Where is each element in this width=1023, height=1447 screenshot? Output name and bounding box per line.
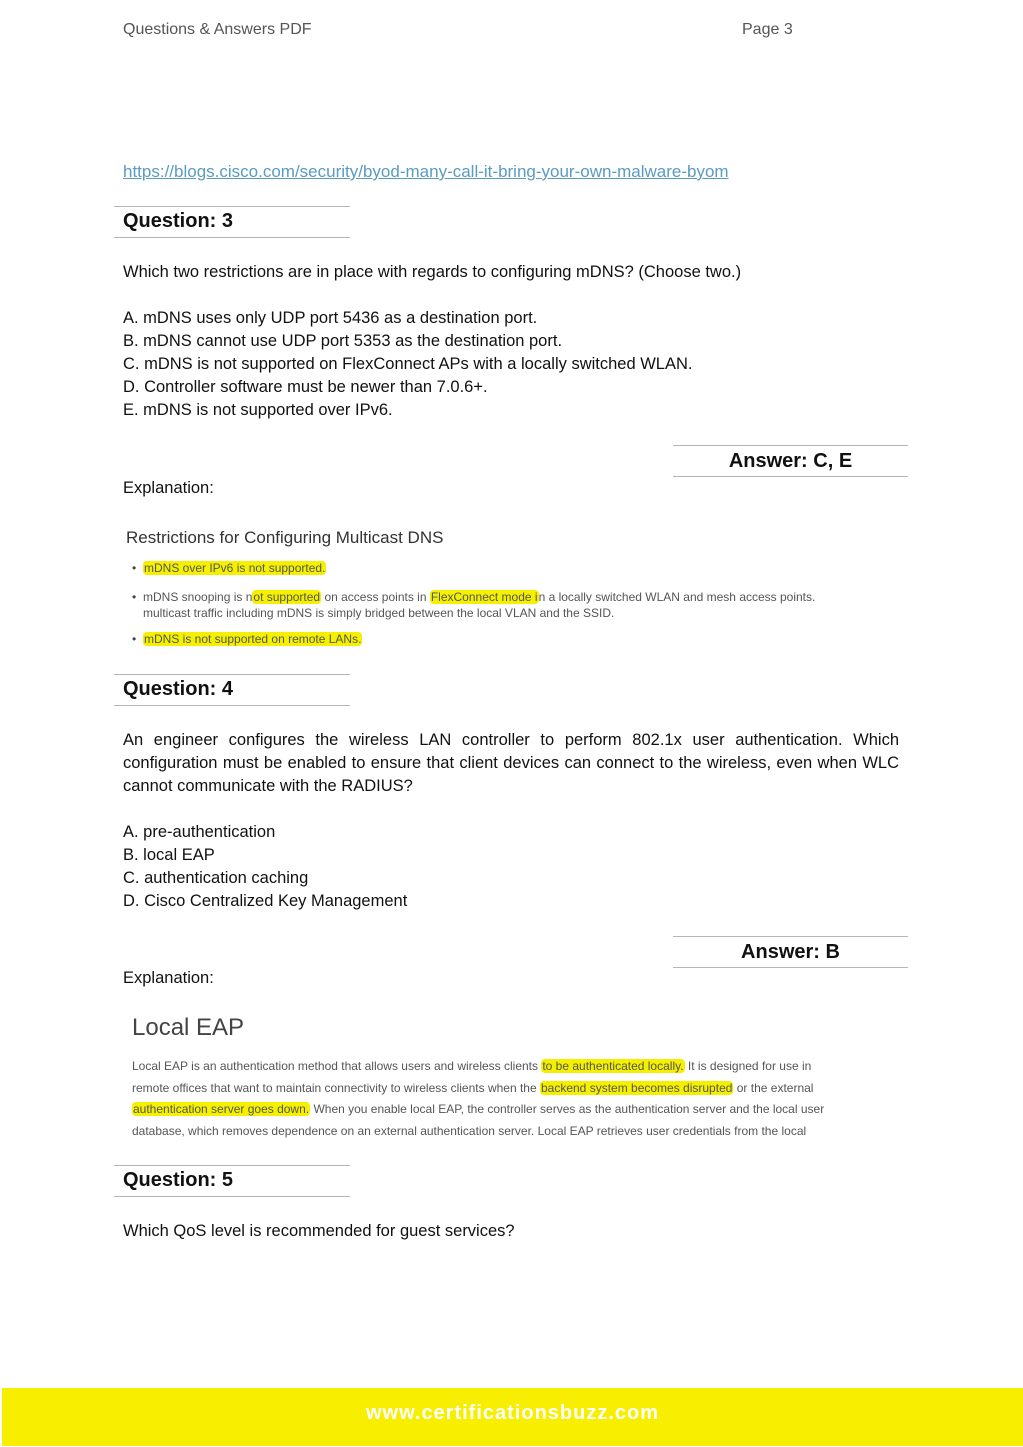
highlight: authentication server goes down. [133, 1102, 310, 1116]
question-3-heading: Question: 3 [123, 210, 234, 232]
text-run: or the external [733, 1080, 814, 1095]
excerpt-title: Local EAP [132, 1014, 245, 1041]
option-b: B. local EAP [123, 846, 215, 864]
excerpt-line-1 [132, 1056, 824, 1078]
answer-3-box [673, 445, 908, 477]
option-c: C. mDNS is not supported on FlexConnect APs with a locally switched WLAN. [123, 355, 693, 373]
option-e: E. mDNS is not supported over IPv6. [123, 401, 393, 419]
excerpt-bullet-2 [143, 589, 815, 621]
excerpt-line-4: database, which removes dependence on an external authentication server. Local EAP retrieves user credentials from the local [132, 1123, 807, 1138]
page-number: Page 3 [742, 21, 793, 38]
option-a: A. pre-authentication [123, 823, 276, 841]
text-run: It is designed for use in [684, 1059, 812, 1073]
option-b: B. mDNS cannot use UDP port 5353 as the destination port. [123, 332, 563, 350]
answer-4-box [673, 936, 908, 968]
footer-website[interactable]: www.certificationsbuzz.com [365, 1402, 660, 1424]
excerpt-bullet-3 [143, 632, 362, 646]
highlight: backend system becomes disrupted [540, 1080, 733, 1095]
footer-banner [2, 1388, 1023, 1446]
question-3-text: Which two restrictions are in place with regards to configuring mDNS? (Choose two.) [123, 263, 742, 281]
excerpt-bullet-2-line-1 [143, 589, 815, 605]
excerpt-bullet-2-line-2: multicast traffic including mDNS is simply bridged between the local VLAN and the SSID. [143, 606, 615, 620]
question-4-heading: Question: 4 [123, 678, 234, 700]
highlight: mDNS is not supported on remote LANs. [144, 632, 362, 646]
excerpt-line-3 [132, 1099, 824, 1121]
question-5-text: Which QoS level is recommended for guest services? [123, 1222, 515, 1240]
text-run: When you enable local EAP, the controller serves as the authentication server and the local user [310, 1102, 825, 1116]
text-run: Local EAP is an authentication method that allows users and wireless clients [132, 1059, 542, 1073]
highlight: FlexConnect mode i [430, 590, 538, 604]
text-run: mDNS snooping is n [143, 590, 253, 604]
option-d: D. Cisco Centralized Key Management [123, 892, 408, 910]
question-5-heading-box [114, 1165, 350, 1197]
question-4-text: An engineer configures the wireless LAN controller to perform 802.1x user authentication. Which configuration must be enabled to ensure that client devices can connect to the wireless, even when WLC cannot communicate with the RADIUS? [123, 731, 899, 795]
option-a: A. mDNS uses only UDP port 5436 as a destination port. [123, 309, 538, 327]
mdns-restrictions-excerpt [126, 528, 886, 654]
highlight: ot supported [253, 590, 321, 604]
text-run: n a locally switched WLAN and mesh access points. [538, 590, 816, 604]
excerpt-body [132, 1056, 824, 1142]
explanation-3-label: Explanation: [123, 479, 214, 497]
text-run: on access points in [321, 590, 430, 604]
excerpt-bullet-1 [143, 561, 326, 575]
question-4-heading-box [114, 674, 350, 706]
source-link[interactable]: https://blogs.cisco.com/security/byod-many-call-it-bring-your-own-malware-byom [123, 162, 729, 181]
document-title: Questions & Answers PDF [123, 21, 312, 38]
text-run: remote offices that want to maintain connectivity to wireless clients when the [132, 1080, 540, 1095]
option-c: C. authentication caching [123, 869, 309, 887]
excerpt-line-2 [132, 1078, 824, 1100]
answer-4: Answer: B [741, 941, 840, 963]
local-eap-excerpt [132, 1014, 852, 1144]
option-d: D. Controller software must be newer than 7.0.6+. [123, 378, 488, 396]
highlight: mDNS over IPv6 is not supported. [144, 561, 326, 575]
question-3-heading-box [114, 206, 350, 238]
excerpt-title: Restrictions for Configuring Multicast DNS [126, 528, 444, 547]
answer-3: Answer: C, E [728, 450, 853, 472]
question-5-heading: Question: 5 [123, 1169, 234, 1191]
question-3-options [123, 307, 692, 422]
highlight: to be authenticated locally. [542, 1059, 684, 1073]
question-4-options [123, 821, 407, 913]
explanation-4-label: Explanation: [123, 969, 214, 987]
